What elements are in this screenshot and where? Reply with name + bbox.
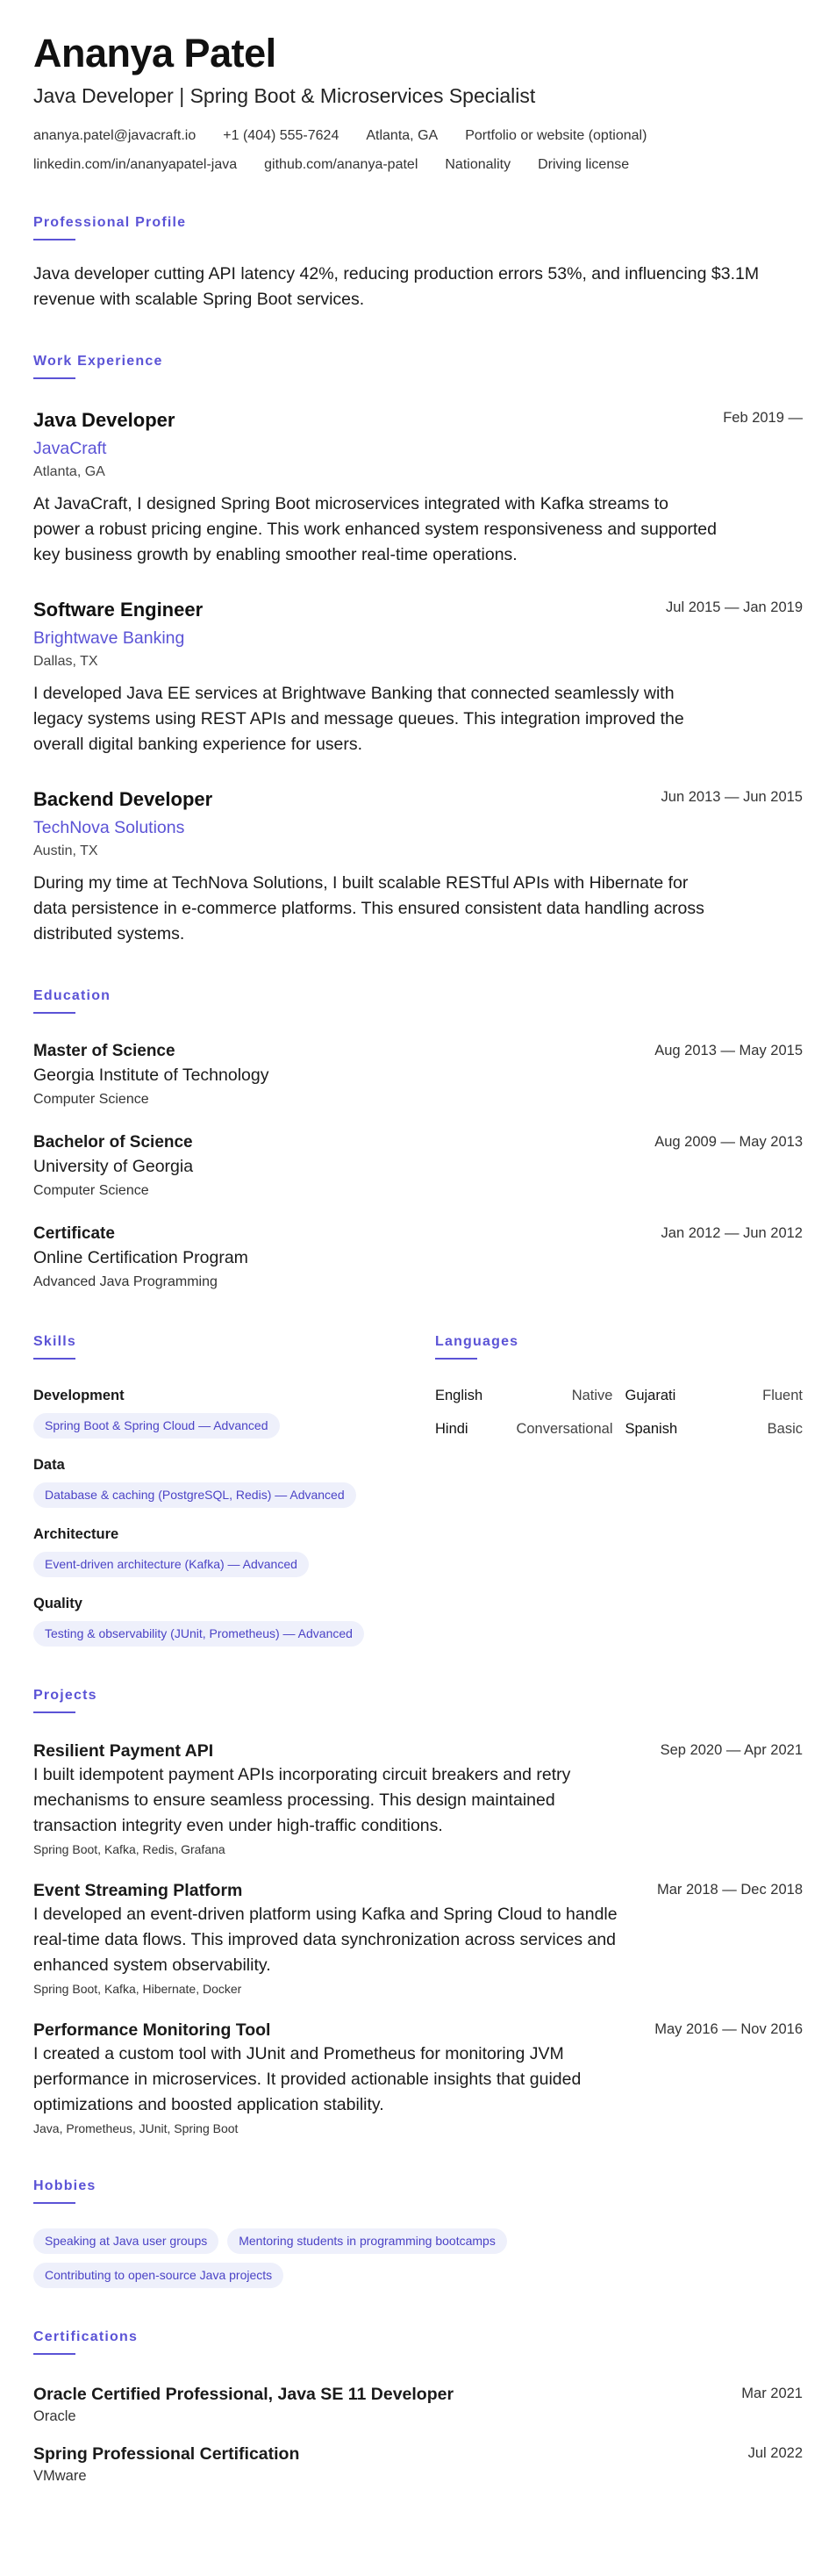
- section-divider: [435, 1358, 477, 1360]
- experience-section: [33, 353, 803, 947]
- job-role: Software Engineer: [33, 599, 204, 621]
- contact-email[interactable]: ananya.patel@javacraft.io: [33, 128, 196, 143]
- section-title: Work Experience: [33, 354, 163, 369]
- projects-section: [33, 1687, 803, 2137]
- hobby-chip: Contributing to open-source Java projects: [33, 2263, 283, 2288]
- section-title: Certifications: [33, 2329, 139, 2344]
- languages-section: [435, 1333, 803, 1647]
- job-role: Backend Developer: [33, 788, 213, 810]
- job-dates: Jul 2015 — Jan 2019: [666, 599, 803, 615]
- language-name: English: [435, 1388, 483, 1403]
- job-location: Dallas, TX: [33, 654, 98, 669]
- education-degree: Master of Science: [33, 1042, 175, 1060]
- job-description: I developed Java EE services at Brightwave Banking that connected seamlessly with legacy systems using REST APIs and message queues. This integration improved the overall digital banking experience for users.: [33, 684, 684, 754]
- job-role: Java Developer: [33, 409, 175, 431]
- hobby-list: [33, 2220, 788, 2288]
- skills-languages-row: [33, 1333, 803, 1647]
- education-dates: Aug 2009 — May 2013: [654, 1134, 803, 1150]
- skill-category: Data: [33, 1457, 65, 1473]
- education-field: Advanced Java Programming: [33, 1274, 218, 1289]
- certifications-section: [33, 2328, 803, 2486]
- language-item: [435, 1419, 613, 1439]
- job-entry: [33, 597, 803, 757]
- certification-entry: [33, 2443, 803, 2486]
- skill-group: [33, 1386, 435, 1439]
- skill-chip: Event-driven architecture (Kafka) — Advanced: [33, 1552, 309, 1577]
- certification-name: Oracle Certified Professional, Java SE 11 Developer: [33, 2385, 454, 2404]
- skill-category: Architecture: [33, 1526, 119, 1542]
- contact-linkedin[interactable]: linkedin.com/in/ananyapatel-java: [33, 157, 238, 172]
- section-title: Professional Profile: [33, 215, 187, 230]
- skill-group: [33, 1455, 435, 1508]
- education-dates: Aug 2013 — May 2015: [654, 1043, 803, 1058]
- language-item: [625, 1419, 804, 1439]
- contact-location: Atlanta, GA: [366, 128, 439, 143]
- skills-section: [33, 1333, 435, 1647]
- section-title: Projects: [33, 1688, 97, 1703]
- job-company: Brightwave Banking: [33, 628, 185, 648]
- project-dates: Sep 2020 — Apr 2021: [660, 1742, 803, 1758]
- section-title: Education: [33, 988, 111, 1003]
- hobbies-section: [33, 2178, 803, 2288]
- job-company: JavaCraft: [33, 439, 107, 458]
- project-tech-stack: Spring Boot, Kafka, Hibernate, Docker: [33, 1982, 242, 1996]
- project-dates: Mar 2018 — Dec 2018: [656, 1882, 803, 1898]
- section-divider: [33, 2353, 75, 2355]
- job-description: During my time at TechNova Solutions, I built scalable RESTful APIs with Hibernate for data persistence in e-commerce platforms. This ensured consistent data handling across distributed systems.: [33, 873, 704, 944]
- project-entry: [33, 1879, 803, 1998]
- education-school: University of Georgia: [33, 1157, 194, 1176]
- language-name: Hindi: [435, 1421, 468, 1437]
- certification-name: Spring Professional Certification: [33, 2444, 300, 2464]
- certification-entry: [33, 2383, 803, 2426]
- education-field: Computer Science: [33, 1092, 149, 1107]
- language-item: [435, 1386, 613, 1405]
- skill-group: [33, 1525, 435, 1577]
- section-divider: [33, 1711, 75, 1713]
- language-name: Spanish: [625, 1421, 678, 1437]
- language-level: Conversational: [516, 1421, 613, 1437]
- project-name: Performance Monitoring Tool: [33, 2020, 271, 2040]
- hobby-chip: Mentoring students in programming bootcamps: [227, 2228, 507, 2254]
- project-entry: [33, 2019, 803, 2137]
- education-school: Online Certification Program: [33, 1248, 248, 1267]
- project-name: Resilient Payment API: [33, 1741, 214, 1761]
- skill-group: [33, 1594, 435, 1647]
- education-degree: Certificate: [33, 1224, 115, 1243]
- contact-phone[interactable]: +1 (404) 555-7624: [223, 128, 339, 143]
- profile-summary: Java developer cutting API latency 42%, reducing production errors 53%, and influencing $3.1M revenue with scalable Spring Boot services.: [33, 264, 760, 309]
- certification-date: Jul 2022: [747, 2445, 803, 2461]
- hobby-chip: Speaking at Java user groups: [33, 2228, 218, 2254]
- job-entry: [33, 407, 803, 568]
- education-entry: [33, 1223, 803, 1293]
- language-level: Fluent: [762, 1388, 803, 1403]
- project-entry: [33, 1740, 803, 1858]
- job-entry: [33, 786, 803, 947]
- certification-issuer: Oracle: [33, 2408, 76, 2424]
- section-title: Skills: [33, 1334, 77, 1349]
- skill-chip: Spring Boot & Spring Cloud — Advanced: [33, 1413, 280, 1439]
- section-divider: [33, 2202, 75, 2204]
- language-level: Native: [571, 1388, 613, 1403]
- education-section: [33, 987, 803, 1293]
- education-entry: [33, 1131, 803, 1202]
- project-tech-stack: Spring Boot, Kafka, Redis, Grafana: [33, 1842, 225, 1856]
- language-item: [625, 1386, 804, 1405]
- certification-date: Mar 2021: [741, 2386, 803, 2401]
- section-divider: [33, 377, 75, 379]
- section-divider: [33, 1358, 75, 1360]
- job-description: At JavaCraft, I designed Spring Boot microservices integrated with Kafka streams to power a robust pricing engine. This work enhanced system responsiveness and supported key business growth by enabling smoother real-time operations.: [33, 494, 718, 564]
- project-name: Event Streaming Platform: [33, 1881, 243, 1900]
- candidate-headline: Java Developer | Spring Boot & Microservices Specialist: [33, 84, 536, 107]
- project-dates: May 2016 — Nov 2016: [654, 2021, 803, 2037]
- job-dates: Feb 2019 —: [723, 410, 803, 426]
- project-tech-stack: Java, Prometheus, JUnit, Spring Boot: [33, 2121, 239, 2135]
- skill-category: Development: [33, 1388, 125, 1403]
- section-title: Languages: [435, 1334, 519, 1349]
- language-name: Gujarati: [625, 1388, 676, 1403]
- job-company: TechNova Solutions: [33, 818, 185, 837]
- project-description: I created a custom tool with JUnit and Prometheus for monitoring JVM performance in microservices. It provided actionable insights that guided optimizations and boosted application stability.: [33, 2044, 582, 2114]
- project-description: I developed an event-driven platform using Kafka and Spring Cloud to handle real-time data flows. This improved data synchronization across services and enhanced system observability.: [33, 1905, 618, 1975]
- language-level: Basic: [767, 1421, 803, 1437]
- contact-list: [33, 126, 803, 174]
- contact-portfolio[interactable]: Portfolio or website (optional): [465, 128, 647, 143]
- job-location: Austin, TX: [33, 843, 98, 858]
- job-location: Atlanta, GA: [33, 464, 105, 479]
- contact-github[interactable]: github.com/ananya-patel: [264, 157, 418, 172]
- section-divider: [33, 1012, 75, 1014]
- education-school: Georgia Institute of Technology: [33, 1066, 269, 1085]
- section-title: Hobbies: [33, 2178, 96, 2193]
- candidate-name: Ananya Patel: [33, 31, 276, 75]
- certification-issuer: VMware: [33, 2468, 87, 2484]
- profile-section: [33, 214, 803, 312]
- resume-header: [33, 30, 803, 174]
- section-divider: [33, 239, 75, 240]
- education-dates: Jan 2012 — Jun 2012: [661, 1225, 803, 1241]
- education-entry: [33, 1040, 803, 1110]
- skill-chip: Database & caching (PostgreSQL, Redis) — Advanced: [33, 1482, 356, 1508]
- language-list: [435, 1386, 803, 1439]
- education-degree: Bachelor of Science: [33, 1133, 193, 1152]
- job-dates: Jun 2013 — Jun 2015: [661, 789, 803, 805]
- contact-nationality: Nationality: [445, 157, 511, 172]
- skill-category: Quality: [33, 1596, 82, 1611]
- contact-driving-license: Driving license: [538, 157, 630, 172]
- education-field: Computer Science: [33, 1183, 149, 1198]
- project-description: I built idempotent payment APIs incorporating circuit breakers and retry mechanisms to ensure seamless processing. This design maintained transaction integrity even under high-traffic conditions.: [33, 1765, 571, 1835]
- skill-chip: Testing & observability (JUnit, Prometheus) — Advanced: [33, 1621, 364, 1647]
